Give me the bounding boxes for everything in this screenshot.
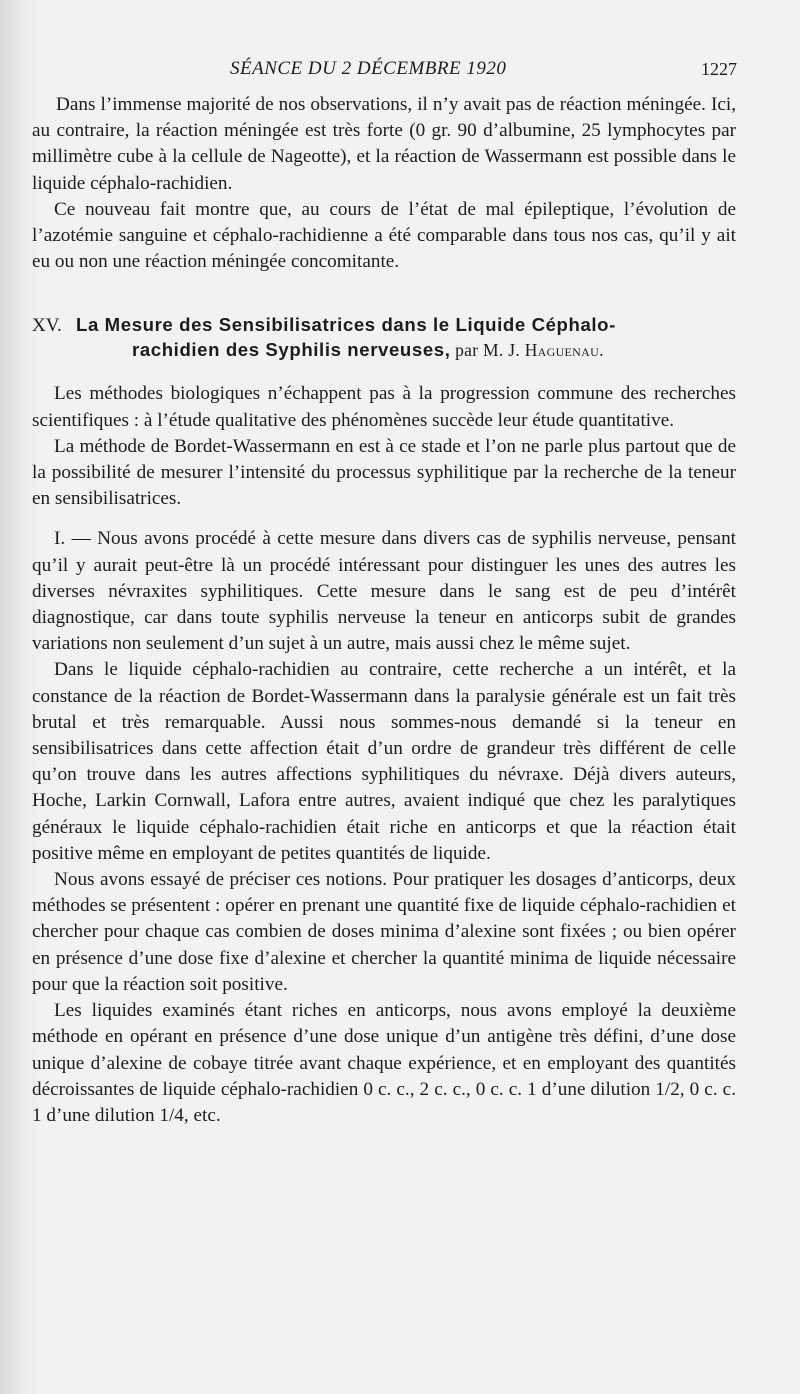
paragraph-bordet-wassermann: La méthode de Bordet-Wassermann en est à ce stade et l’on ne parle plus partout que de la possibilité de mesurer l’intensité du processus syphilitique par la recherche de la teneur en sensibilisatrices. (32, 435, 736, 510)
section-title-line2: rachidien des Syphilis nerveuses, (132, 339, 451, 361)
paragraph-observations: Dans l’immense majorité de nos observations, il n’y avait pas de réaction méningée. Ici, au contraire, la réaction méningée est très forte (0 gr. 90 d’albumine, 25 lymphocytes par millimètre cube à la cellule de Nageotte), et la réaction de Wassermann est possible dans le liquide céphalo-rachidien. (32, 94, 736, 194)
paragraph-dosage-methods: Nous avons essayé de préciser ces notions. Pour pratiquer les dosages d’anticorps, deux méthodes se présentent : opérer en prenant une quantité fixe de liquide céphalo-rachidien et chercher pour chaque cas combien de doses minima d’alexine sont fixées ; ou bien opérer en présence d’une dose fixe d’alexine et chercher la quantité minima de liquide nécessaire pour que la réaction soit positive. (32, 869, 736, 995)
running-title: SÉANCE DU 2 DÉCEMBRE 1920 (230, 58, 507, 79)
section-title-line1: La Mesure des Sensibilisatrices dans le Liquide Céphalo- (76, 314, 616, 336)
author-name: Haguenau. (524, 340, 604, 361)
body-text (32, 92, 736, 1129)
section-heading (32, 313, 736, 363)
paragraph-methods: Les méthodes biologiques n’échappent pas à la progression commune des recherches scientifiques : à l’étude qualitative des phénomènes succède leur étude quantitative. (32, 383, 736, 431)
running-header (0, 58, 800, 84)
section-number: XV. (32, 315, 62, 337)
paragraph-second-method: Les liquides examinés étant riches en anticorps, nous avons employé la deuxième méthode en opérant en présence d’une dose unique d’un antigène très défini, d’une dose unique d’alexine de cobaye titrée avant chaque expérience, et en employant des quantités décroissantes de liquide céphalo-rachidien 0 c. c., 2 c. c., 0 c. c. 1 d’une dilution 1/2, 0 c. c. 1 d’une dilution 1/4, etc. (32, 1000, 736, 1126)
author-prefix: par M. J. (455, 340, 521, 361)
paragraph-csf-interest: Dans le liquide céphalo-rachidien au contraire, cette recherche a un intérêt, et la constance de la réaction de Bordet-Wassermann dans la paralysie générale est un fait très brutal et très remarquable. Aussi nous sommes-nous demandé si la teneur en sensibilisatrices dans cette affection était d’un ordre de grandeur très différent de celle qu’on trouve dans les autres affections syphilitiques du névraxe. Déjà divers auteurs, Hoche, Larkin Cornwall, Lafora entre autres, avaient indiqué que chez les paralytiques généraux le liquide céphalo-rachidien était riche en anticorps et que la réaction était positive même en employant de petites quantités de liquide. (32, 659, 736, 864)
paragraph-conclusion: Ce nouveau fait montre que, au cours de l’état de mal épileptique, l’évolution de l’azotémie sanguine et céphalo-rachidienne a été comparable dans tous nos cas, qu’il y ait eu ou non une réaction méningée concomitante. (32, 198, 736, 273)
page-number: 1227 (701, 59, 737, 79)
paragraph-part-one: I. — Nous avons procédé à cette mesure dans divers cas de syphilis nerveuse, pensant qu’il y aurait peut-être là un procédé intéressant pour distinguer les unes des autres les diverses névraxites syphilitiques. Cette mesure dans le sang est de peu d’intérêt diagnostique, car dans toute syphilis nerveuse la teneur en anticorps subit de grandes variations non seulement d’un sujet à un autre, mais aussi chez le même sujet. (32, 528, 736, 655)
